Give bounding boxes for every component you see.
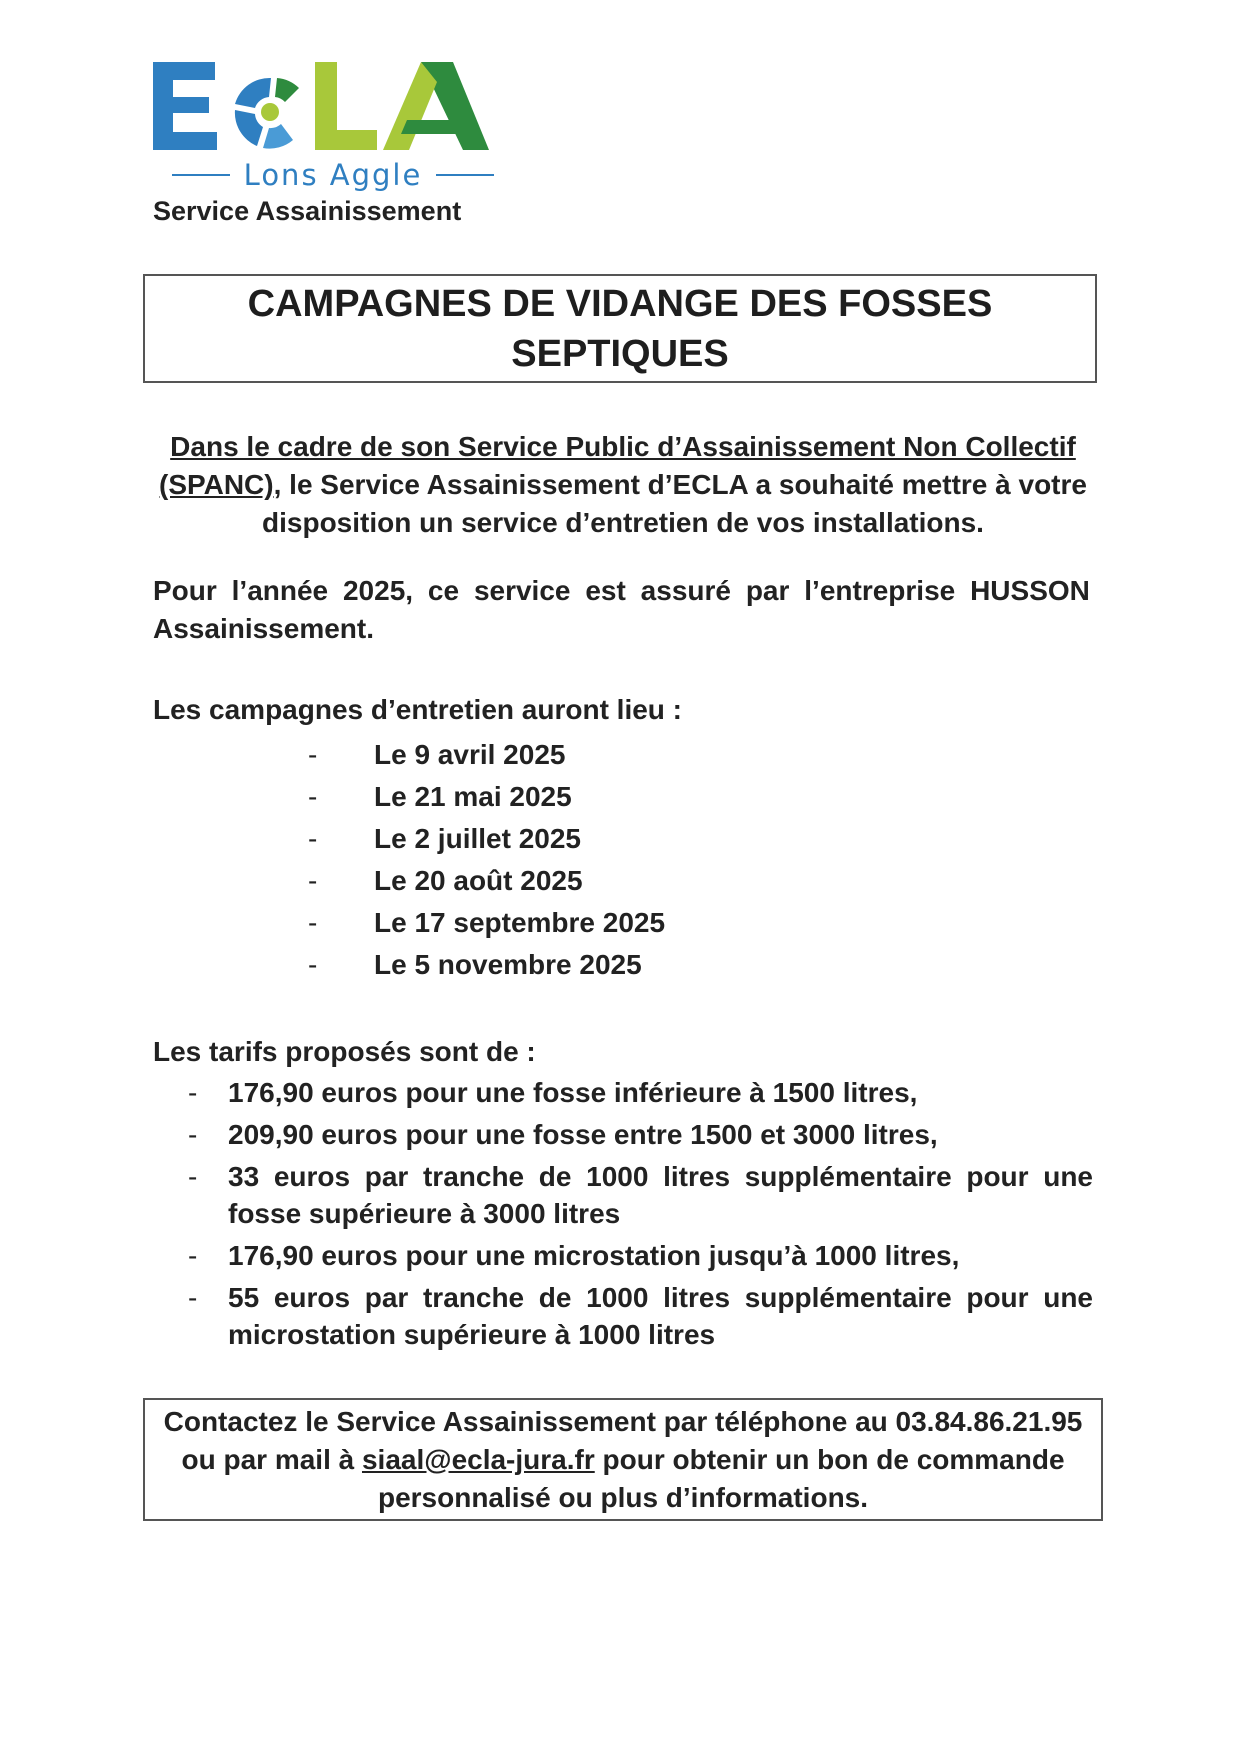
provider-word: est: [585, 575, 626, 606]
provider-word: ce: [427, 575, 460, 606]
list-item: [308, 944, 665, 986]
campaign-date: Le 2 juillet 2025: [374, 823, 581, 854]
list-item: [308, 818, 665, 860]
provider-word: HUSSON: [970, 575, 1090, 606]
page-title: CAMPAGNES DE VIDANGE DES FOSSES SEPTIQUES: [247, 282, 993, 375]
dash-bullet: -: [188, 1282, 198, 1313]
dash-bullet: -: [308, 949, 318, 980]
subtitle-rule-left: [172, 174, 230, 176]
contact-before-mail: ou par mail à: [181, 1443, 362, 1475]
intro-rest: , le Service Assainissement d’ECLA a souhaité mettre à votre disposition un service d’entretien de vos installations.: [262, 469, 1087, 538]
dash-bullet: -: [188, 1077, 198, 1108]
tarifs-heading: Les tarifs proposés sont de :: [153, 1036, 536, 1067]
title-box: [143, 274, 1097, 383]
list-item: [188, 1158, 1093, 1232]
subtitle-rule-right: [436, 174, 494, 176]
provider-word: assuré: [640, 575, 731, 606]
provider-line-1: [153, 572, 1090, 610]
dash-bullet: -: [188, 1240, 198, 1271]
provider-paragraph: [153, 572, 1090, 648]
campaign-date: Le 5 novembre 2025: [374, 949, 642, 980]
list-item: [188, 1074, 1093, 1111]
contact-phone: 03.84.86.21.95: [895, 1405, 1083, 1437]
tarifs-list: [188, 1074, 1093, 1358]
list-item: [188, 1279, 1093, 1353]
tarif-text: 209,90 euros pour une fosse entre 1500 et 3000 litres,: [228, 1119, 938, 1150]
dash-bullet: -: [308, 865, 318, 896]
intro-underlined: Dans le cadre de son Service Public d’Assainissement Non Collectif (SPANC): [159, 431, 1076, 500]
campaigns-heading: Les campagnes d’entretien auront lieu :: [153, 694, 683, 725]
contact-after-mail: pour obtenir un bon de commande personnalisé ou plus d’informations.: [377, 1443, 1065, 1513]
contact-email-link[interactable]: siaal@ecla-jura.fr: [361, 1443, 595, 1475]
logo-subtitle-text: Lons Aggle: [243, 158, 423, 192]
provider-word: par: [745, 575, 790, 606]
provider-word: 2025,: [342, 575, 414, 606]
service-label: Service Assainissement: [153, 196, 462, 226]
tarif-text: 176,90 euros pour une fosse inférieure à 1500 litres,: [228, 1077, 918, 1108]
tarif-text: 176,90 euros pour une microstation jusqu’à 1000 litres,: [228, 1240, 960, 1271]
list-item: [308, 902, 665, 944]
campaign-date: Le 9 avril 2025: [374, 739, 566, 770]
intro-paragraph: [153, 428, 1093, 542]
list-item: [308, 860, 665, 902]
provider-word: service: [473, 575, 571, 606]
dash-bullet: -: [308, 739, 318, 770]
provider-word: Pour: [153, 575, 217, 606]
contact-box: [143, 1398, 1103, 1521]
ecla-logo-graphic: [153, 60, 523, 160]
contact-before-phone: Contactez le Service Assainissement par téléphone au: [163, 1405, 896, 1437]
dash-bullet: -: [188, 1161, 198, 1192]
campaign-date: Le 20 août 2025: [374, 865, 583, 896]
list-item: [308, 734, 665, 776]
list-item: [188, 1116, 1093, 1153]
dash-bullet: -: [308, 781, 318, 812]
provider-line-2: Assainissement.: [153, 613, 374, 644]
list-item: [188, 1237, 1093, 1274]
tarif-text: 55 euros par tranche de 1000 litres supplémentaire pour une microstation supérieure à 1000 litres: [228, 1282, 1093, 1350]
provider-word: l’entreprise: [804, 575, 956, 606]
list-item: [308, 776, 665, 818]
dash-bullet: -: [308, 823, 318, 854]
tarif-text: 33 euros par tranche de 1000 litres supplémentaire pour une fosse supérieure à 3000 litres: [228, 1161, 1093, 1229]
dash-bullet: -: [308, 907, 318, 938]
campaign-date: Le 21 mai 2025: [374, 781, 572, 812]
logo-subtitle: [153, 155, 513, 195]
provider-word: l’année: [231, 575, 329, 606]
campaign-dates-list: [308, 734, 665, 986]
contact-text: [163, 1403, 1083, 1517]
campaign-date: Le 17 septembre 2025: [374, 907, 666, 938]
dash-bullet: -: [188, 1119, 198, 1150]
